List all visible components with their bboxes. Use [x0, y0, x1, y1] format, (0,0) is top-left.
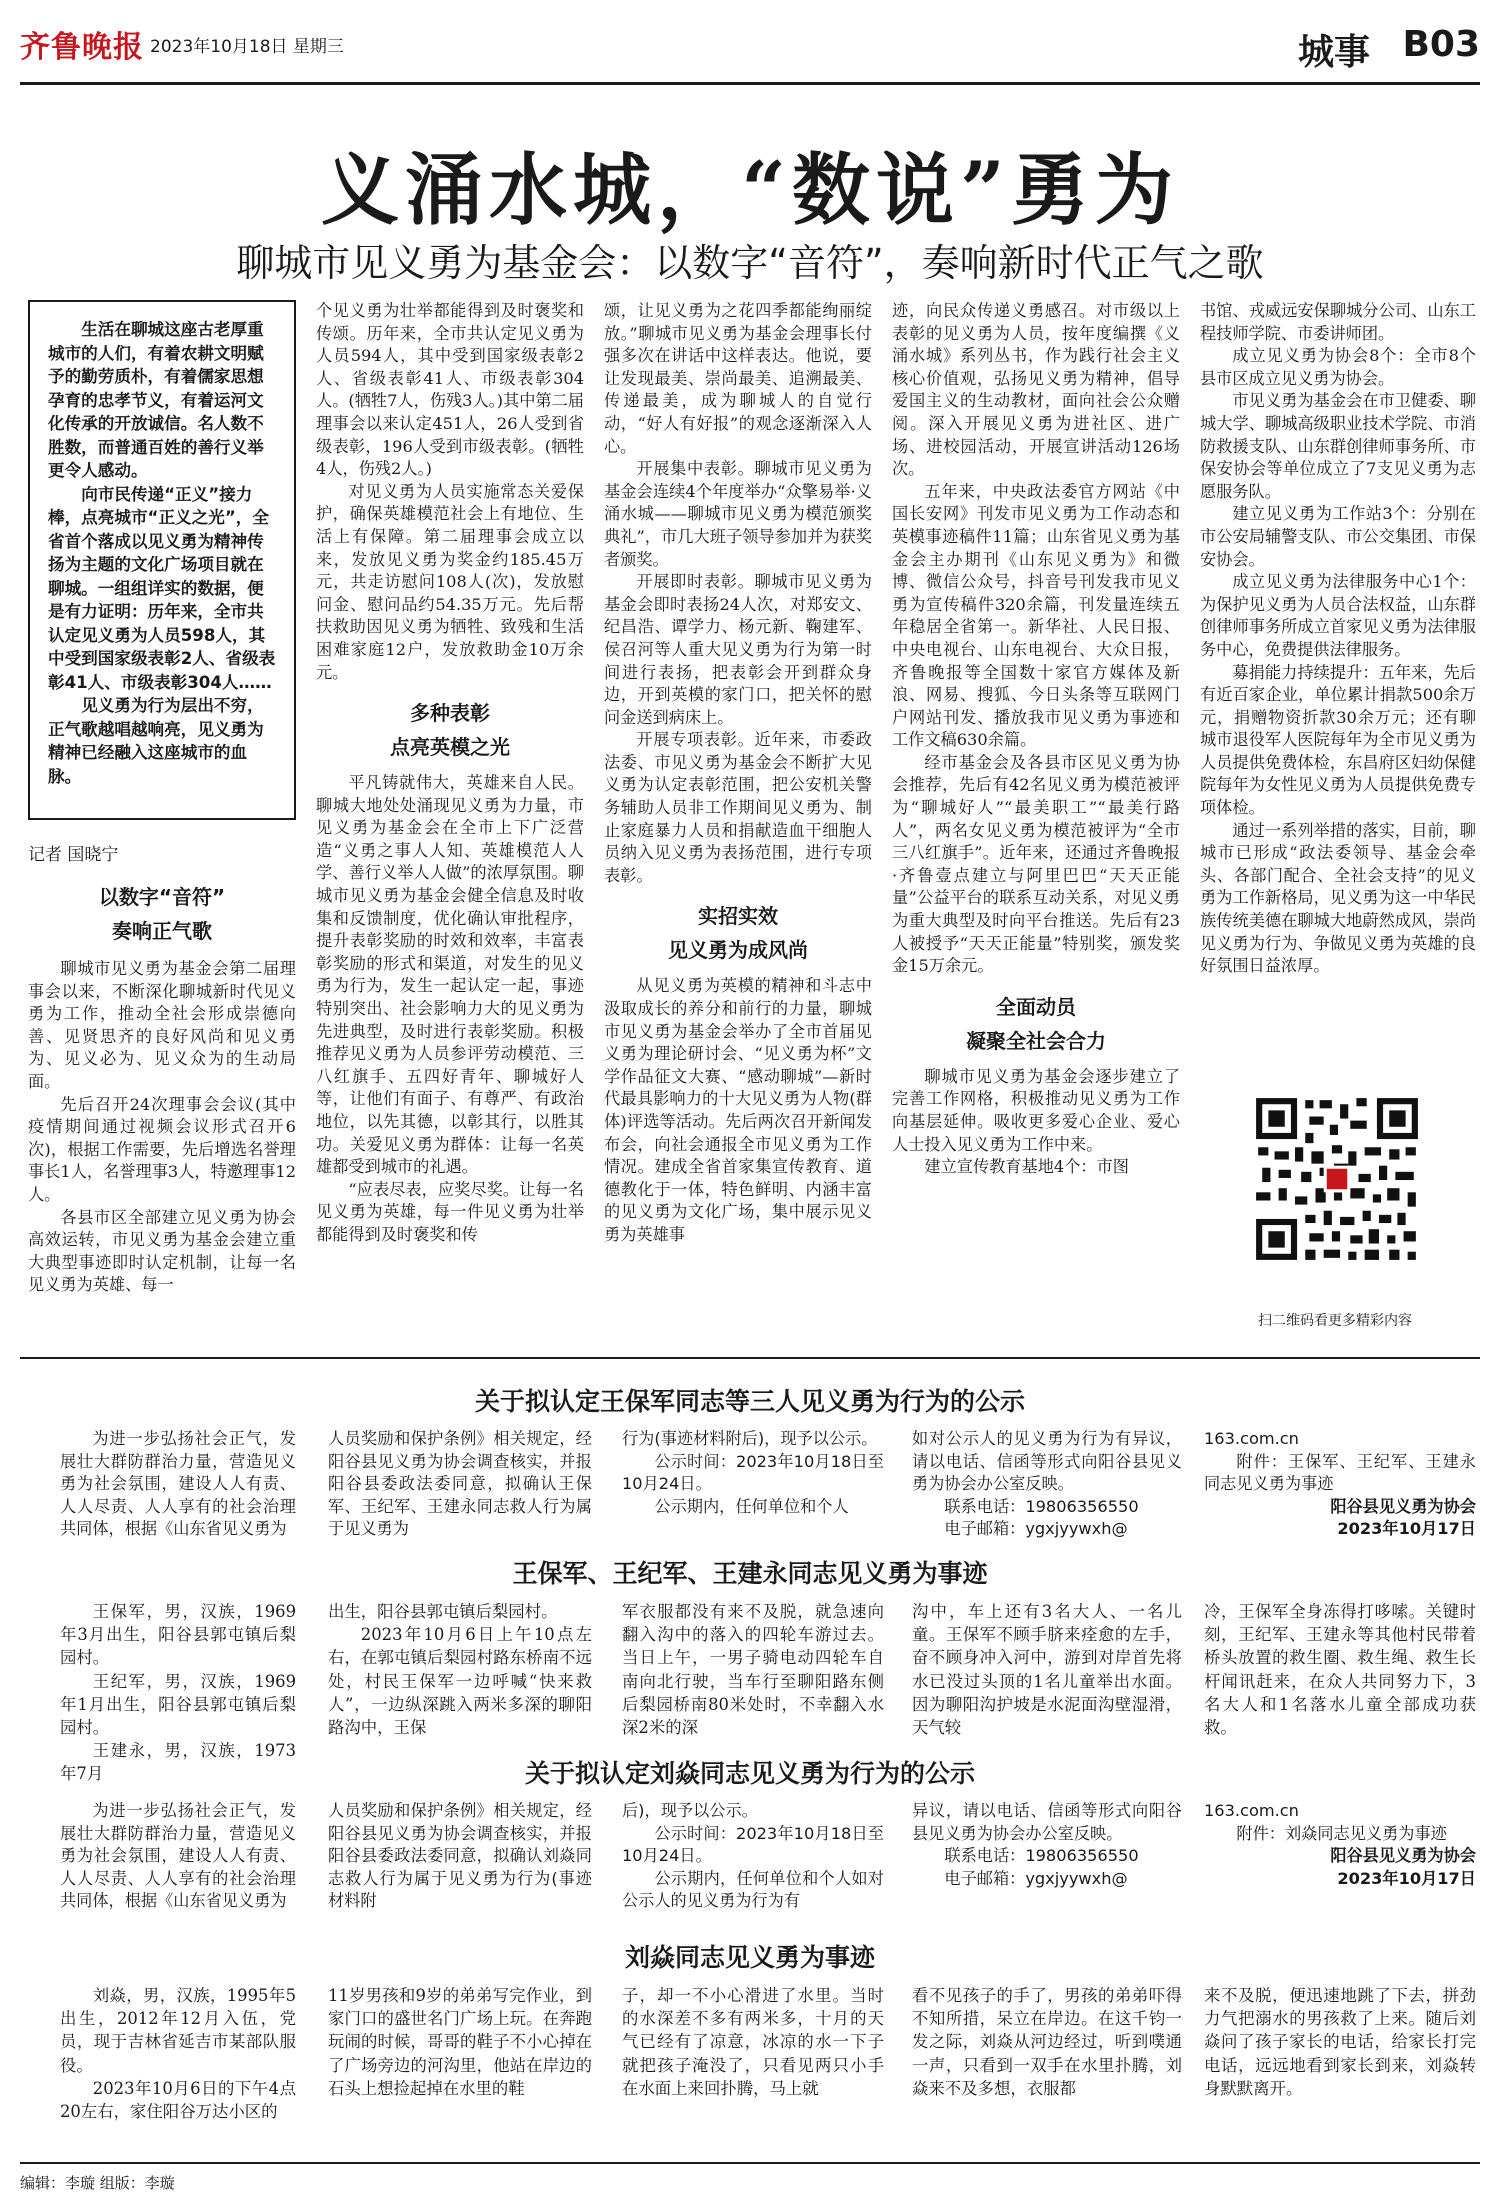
notice-contact-phone: 联系电话：19806356550 — [944, 1846, 1139, 1866]
issue-date: 2023年10月18日 星期三 — [150, 37, 344, 57]
story-text: 刘焱，男，汉族，1995年5出生，2012年12月入伍，党员，现于吉林省延吉市某部队服役。 — [60, 1986, 296, 2075]
notice-contact-email: 电子邮箱：ygxjyywxh@ — [944, 1519, 1128, 1539]
lead-paragraph: 向市民传递“正义”接力棒，点亮城市“正义之光”，全省首个落成以见义勇为精神传扬为主题的文化广场项目就在聊城。一组组详实的数据，便是有力证明：历年来，全市共认定见义勇为人员598人，其中受到国家级表彰2人、省级表彰41人、市级表彰304人…… — [48, 484, 276, 692]
lead-paragraph: 生活在聊城这座古老厚重城市的人们，有着农耕文明赋予的勤劳质朴，有着儒家思想孕育的忠孝节义，有着运河文化传承的开放诚信。名人数不胜数，而普通百姓的善行义举更令人感动。 — [48, 320, 264, 480]
notice-column — [912, 1428, 1182, 1541]
article-column-2 — [316, 300, 584, 1247]
notice-organization: 阳谷县见义勇为协会 — [1330, 1846, 1476, 1866]
article-column-1 — [28, 880, 296, 1297]
story-text: 王保军，男，汉族，1969年3月出生，阳谷县郭屯镇后梨园村。 — [60, 1602, 296, 1668]
story-text: 军衣服都没有来不及脱，就急速向翻入沟中的落入的四轮车游过去。当日上午，一男子骑电动四轮车自南向北行驶，当车行至聊阳路东侧后梨园桥南80米处时，不幸翻入水深2米的深 — [622, 1602, 884, 1738]
notice-text: 后)，现予以公示。 — [622, 1801, 758, 1820]
notice-column — [622, 1428, 884, 1518]
notice-text: 如对公示人的见义勇为行为有异议，请以电话、信函等形式向阳谷县见义勇为协会办公室反映。 — [912, 1429, 1182, 1494]
notice-date: 2023年10月17日 — [1337, 1519, 1476, 1539]
story-column — [912, 1984, 1182, 2100]
notice-text: 163.com.cn — [1204, 1429, 1299, 1448]
story-column — [622, 1984, 884, 2100]
story-text: 2023年10月6日的下午4点20左右，家住阳谷万达小区的 — [60, 2078, 296, 2122]
article-paragraph: 成立见义勇为协会8个：全市8个县市区成立见义勇为协会。 — [1200, 346, 1476, 388]
notice-organization: 阳谷县见义勇为协会 — [1330, 1496, 1476, 1516]
article-paragraph: 建立宣传教育基地4个：市图 — [924, 1157, 1129, 1177]
story-text: 冷，王保军全身冻得打哆嗦。关键时刻，王纪军、王建永等其他村民带着桥头放置的救生圈、救生绳、救生长杆闻讯赶来，在众人共同努力下，3名大人和1名落水儿童全部成功获救。 — [1204, 1602, 1476, 1738]
article-paragraph: 从见义勇为英模的精神和斗志中汲取成长的养分和前行的力量，聊城市见义勇为基金会举办了全市首届见义勇为理论研讨会、“见义勇为杯”文学作品征文大赛、“感动聊城”—新时代最具影响力的十大见义勇为人物(群体)评选等活动。先后两次召开新闻发布会，向社会通报全市见义勇为工作情况。建成全省首家集宣传教育、道德教化于一体，特色鲜明、内涵丰富的见义勇为文化广场，集中展示见义勇为英雄事 — [604, 976, 872, 1244]
story-column — [60, 1984, 296, 2123]
notice-text: 人员奖励和保护条例》相关规定，经阳谷县见义勇为协会调查核实，并报阳谷县委政法委同意，拟确认王保军、王纪军、王建永同志救人行为属于见义勇为 — [328, 1429, 592, 1539]
subsection-title: 多种表彰 点亮英模之光 — [390, 701, 510, 760]
article-paragraph: 开展集中表彰。聊城市见义勇为基金会连续4个年度举办“众擎易举·义涌水城——聊城市见义勇为模范颁奖典礼”，市几大班子领导参加并为获奖者颁奖。 — [604, 459, 872, 569]
masthead-rule — [20, 82, 1480, 85]
story-text: 看不见孩子的手了，男孩的弟弟吓得不知所措，呆立在岸边。在这千钧一发之际，刘焱从河边经过，听到噗通一声，只看到一双手在水里扑腾，刘焱来不及多想，衣服都 — [912, 1986, 1182, 2098]
notice-text: 公示期内，任何单位和个人如对公示人的见义勇为行为有 — [622, 1868, 884, 1911]
notice-column — [60, 1800, 296, 1913]
story-text: 沟中，车上还有3名大人、一名儿童。王保军不顾手脐来痊愈的左手，奋不顾身冲入河中，游到对岸首先将水已没过头顶的1名儿童举出水面。因为聊阳沟护坡是水泥面沟壁湿滑，天气较 — [912, 1602, 1182, 1738]
lead-box — [28, 300, 296, 820]
story-column — [328, 1600, 592, 1739]
story-text: 王纪军，男，汉族，1969年1月出生，阳谷县郭屯镇后梨园村。 — [60, 1671, 296, 1738]
page-headline: 义涌水城，“数说”勇为 — [321, 145, 1179, 236]
story-text: 子，却一不小心滑进了水里。当时的水深差不多有两米多，十月的天气已经有了凉意，冰凉的水一下子就把孩子淹没了，只看见两只小手在水面上来回扑腾，马上就 — [622, 1986, 884, 2098]
article-paragraph: 市见义勇为基金会在市卫健委、聊城大学、聊城高级职业技术学院、市消防救援支队、山东群创律师事务所、市保安协会等单位成立了7支见义勇为志愿服务队。 — [1200, 391, 1476, 501]
notice-title: 关于拟认定王保军同志等三人见义勇为行为的公示 — [474, 1387, 1025, 1416]
article-paragraph: “应表尽表，应奖尽奖。让每一名见义勇为英雄，每一件见义勇为壮举都能得到及时褒奖和传 — [316, 1179, 584, 1244]
section-divider — [20, 1357, 1480, 1359]
notice-text: 163.com.cn — [1204, 1801, 1299, 1820]
page-number: B03 — [1402, 24, 1480, 65]
article-paragraph: 聊城市见义勇为基金会第二届理事会以来，不断深化聊城新时代见义勇为工作，推动全社会形成崇德向善、见贤思齐的良好风尚和见义勇为、见义必为、见义众为的生动局面。 — [28, 959, 296, 1091]
story-column — [1204, 1600, 1476, 1739]
notice-text: 公示时间：2023年10月18日至10月24日。 — [622, 1823, 884, 1866]
article-paragraph: 对见义勇为人员实施常态关爱保护，确保英雄模范社会上有地位、生活上有保障。第二届理事会成立以来，发放见义勇为奖金约185.45万元，共走访慰问108人(次)，发放慰问金、慰问品约54.35万元。先后帮扶救助因见义勇为牺牲、致残和生活困难家庭12户，发放救助金10万余元。 — [316, 481, 584, 682]
article-paragraph: 个见义勇为壮举都能得到及时褒奖和传颂。历年来，全市共认定见义勇为人员594人，其中受到国家级表彰2人、省级表彰41人、市级表彰304人。(牺牲7人，伤残3人。)其中第二届理事会以来认定451人，26人受到省级表彰，196人受到市级表彰。(牺牲4人，伤残2人。) — [316, 301, 584, 479]
notice-column — [328, 1428, 592, 1541]
story-text: 来不及脱，便迅速地跳了下去，拼劲力气把溺水的男孩救了上来。随后刘焱问了孩子家长的电话，给家长打完电话，远远地看到家长到来，刘焱转身默默离开。 — [1204, 1986, 1476, 2098]
newspaper-logo: 齐鲁晚报 — [20, 30, 144, 65]
notice-title: 关于拟认定刘焱同志见义勇为行为的公示 — [524, 1759, 975, 1788]
subsection-title: 全面动员 凝聚全社会合力 — [966, 994, 1106, 1053]
notice-attachment: 附件：王保军、王纪军、王建永同志见义勇为事迹 — [1204, 1451, 1476, 1494]
article-column-5 — [1200, 300, 1476, 978]
article-column-4 — [892, 300, 1180, 1179]
story-column — [328, 1984, 592, 2100]
notice-column — [328, 1800, 592, 1913]
article-paragraph: 开展专项表彰。近年来，市委政法委、市见义勇为基金会不断扩大见义勇为认定表彰范围，把公安机关警务辅助人员非工作期间见义勇为、制止家庭暴力人员和捐献造血干细胞人员纳入见义勇为表扬范围，进行专项表彰。 — [604, 730, 872, 885]
story-column — [622, 1600, 884, 1739]
notice-column — [1204, 1428, 1476, 1541]
article-paragraph: 迹，向民众传递义勇感召。对市级以上表彰的见义勇为人员，按年度编撰《义涌水城》系列丛书，作为践行社会主义核心价值观，弘扬见义勇为精神，倡导爱国主义的生动教材，面向社会公众赠阅。深入开展见义勇为进社区、进广场、进校园活动，开展宣讲活动126场次。 — [892, 301, 1180, 479]
article-column-3 — [604, 300, 872, 1247]
article-paragraph: 建立见义勇为工作站3个：分别在市公安局辅警支队、市公交集团、市保安协会。 — [1200, 504, 1476, 569]
subsection-title: 实招实效 见义勇为成风尚 — [668, 904, 808, 963]
notice-text: 为进一步弘扬社会正气，发展壮大群防群治力量，营造见义勇为社会氛围，建设人人有责、人人尽责、人人享有的社会治理共同体，根据《山东省见义勇为 — [60, 1801, 296, 1911]
notice-column — [622, 1800, 884, 1913]
article-paragraph: 募捐能力持续提升：五年来，先后有近百家企业，单位累计捐款500余万元，捐赠物资折款30余万元；还有聊城市退役军人医院每年为全市见义勇为人员提供免费体检，东昌府区妇幼保健院每年为女性见义勇为人员提供免费专项体检。 — [1200, 662, 1476, 818]
story-text: 出生，阳谷县郭屯镇后梨园村。 — [328, 1602, 558, 1621]
article-paragraph: 通过一系列举措的落实，目前，聊城市已形成“政法委领导、基金会牵头、各部门配合、全社会支持”的见义勇为工作新格局，见义勇为这一中华民族传统美德在聊城大地蔚然成风，崇尚见义勇为行为、争做见义勇为英雄的良好氛围日益浓厚。 — [1200, 820, 1476, 976]
story-text: 2023年10月6日上午10点左右，在郭屯镇后梨园村路东桥南不远处，村民王保军一边呼喊“快来救人”，一边纵深跳入两米多深的聊阳路沟中，王保 — [328, 1625, 592, 1738]
reporter-byline: 记者 国晓宁 — [28, 845, 119, 865]
notice-contact-email: 电子邮箱：ygxjyywxh@ — [944, 1868, 1128, 1888]
article-paragraph: 书馆、戎威远安保聊城分公司、山东工程技师学院、市委讲师团。 — [1200, 301, 1476, 343]
notice-text: 异议，请以电话、信函等形式向阳谷县见义勇为协会办公室反映。 — [912, 1801, 1182, 1843]
notice-text: 公示时间：2023年10月18日至10月24日。 — [622, 1451, 884, 1494]
article-paragraph: 各县市区全部建立见义勇为协会高效运转，市见义勇为基金会建立重大典型事迹即时认定机制，让每一名见义勇为英雄、每一 — [28, 1207, 296, 1295]
story-title: 刘焱同志见义勇为事迹 — [624, 1943, 875, 1972]
notice-contact-phone: 联系电话：19806356550 — [944, 1496, 1139, 1516]
qr-code-icon[interactable] — [1252, 1094, 1422, 1264]
notice-text: 人员奖励和保护条例》相关规定，经阳谷县见义勇为协会调查核实，并报阳谷县委政法委同意，拟确认刘焱同志救人行为属于见义勇为行为(事迹材料附 — [328, 1801, 592, 1911]
story-column — [1204, 1984, 1476, 2100]
notice-column — [1204, 1800, 1476, 1890]
notice-column — [912, 1800, 1182, 1890]
lead-paragraph: 见义勇为行为层出不穷，正气歌越唱越响亮，见义勇为精神已经融入这座城市的血脉。 — [48, 696, 264, 786]
story-text: 11岁男孩和9岁的弟弟写完作业，到家门口的盛世名门广场上玩。在奔跑玩闹的时候，哥哥的鞋子不小心掉在了广场旁边的河沟里，他站在岸边的石头上想捡起掉在水里的鞋 — [328, 1986, 592, 2098]
masthead — [20, 18, 1480, 74]
notice-date: 2023年10月17日 — [1337, 1868, 1476, 1888]
article-paragraph: 经市基金会及各县市区见义勇为协会推荐，先后有42名见义勇为模范被评为“聊城好人”“最美职工”“最美行路人”，两名女见义勇为模范被评为“全市三八红旗手”。近年来，还通过齐鲁晚报·齐鲁壹点建立与阿里巴巴“天天正能量”公益平台的联系互动关系，对见义勇为重大典型及时向平台推送。先后有23人被授予“天天正能量”特别奖，颁发奖金15万余元。 — [892, 752, 1180, 976]
notice-column — [60, 1428, 296, 1541]
qr-caption: 扫二维码看更多精彩内容 — [1258, 1313, 1412, 1329]
article-paragraph: 成立见义勇为法律服务中心1个：为保护见义勇为人员合法权益，山东群创律师事务所成立首家见义勇为法律服务中心，免费提供法律服务。 — [1200, 572, 1476, 659]
story-title: 王保军、王纪军、王建永同志见义勇为事迹 — [512, 1559, 988, 1588]
story-text: 王建永，男，汉族，1973年7月 — [60, 1741, 296, 1784]
article-paragraph: 平凡铸就伟大，英雄来自人民。聊城大地处处涌现见义勇为力量，市见义勇为基金会在全市上下广泛营造“义勇之事人人知、英雄模范人人学、善行义举人人做”的浓厚氛围。聊城市见义勇为基金会健全信息及时收集和反馈制度，优化确认审批程序，提升表彰奖励的时效和效率，丰富表彰奖励的形式和渠道，对发生的见义勇为行为，发生一起认定一起，事迹特别突出、社会影响力大的见义勇为先进典型，及时进行表彰奖励。积极推荐见义勇为人员参评劳动模范、三八红旗手、五四好青年、聊城好人等，让他们有面子、有尊严、有政治地位，以先其德，以彰其行，以胜其功。关爱见义勇为群体：让每一名英雄都受到城市的礼遇。 — [316, 773, 584, 1177]
article-paragraph: 五年来，中央政法委官方网站《中国长安网》刊发市见义勇为工作动态和英模事迹稿件11篇；山东省见义勇为基金会主办期刊《山东见义勇为》和微博、微信公众号，抖音号刊发我市见义勇为宣传稿件320余篇，刊发量连续五年稳居全省第一。新华社、人民日报、中央电视台、山东电视台、大众日报，齐鲁晚报等全国数十家官方媒体及新浪、网易、搜狐、今日头条等互联网门户网站刊发、播放我市见义勇为事迹和工作文稿630余篇。 — [892, 481, 1180, 750]
section-name: 城事 — [1297, 32, 1370, 73]
notice-text: 行为(事迹材料附后)，现予以公示。 — [622, 1429, 878, 1448]
editor-credits: 编辑：李璇 组版：李璇 — [20, 2162, 1480, 2193]
notice-attachment: 附件：刘焱同志见义勇为事迹 — [1236, 1823, 1447, 1843]
article-paragraph: 开展即时表彰。聊城市见义勇为基金会即时表扬24人次，对郑安文、纪昌浩、谭学力、杨元新、鞠建军、侯召河等人重大见义勇为行为第一时间进行表扬，把表彰会开到群众身边，开到英模的家门口，把关怀的慰问金送到病床上。 — [604, 572, 872, 727]
article-paragraph: 先后召开24次理事会会议(其中疫情期间通过视频会议形式召开6次)，根据工作需要，先后增选名誉理事长1人，名誉理事3人，特邀理事12人。 — [28, 1094, 296, 1204]
page-subheadline: 聊城市见义勇为基金会：以数字“音符”，奏响新时代正气之歌 — [236, 241, 1264, 285]
notice-text: 为进一步弘扬社会正气，发展壮大群防群治力量，营造见义勇为社会氛围，建设人人有责、人人尽责、人人享有的社会治理共同体，根据《山东省见义勇为 — [60, 1429, 296, 1539]
article-paragraph: 颂，让见义勇为之花四季都能绚丽绽放。”聊城市见义勇为基金会理事长付强多次在讲话中这样表达。他说，要让发现最美、崇尚最美、追溯最美、传递最美，成为聊城人的自觉行动，“好人有好报”的观念逐渐深入人心。 — [604, 301, 872, 456]
subsection-title: 以数字“音符” 奏响正气歌 — [98, 885, 226, 943]
story-column — [912, 1600, 1182, 1739]
notice-text: 公示期内，任何单位和个人 — [654, 1496, 849, 1516]
article-paragraph: 聊城市见义勇为基金会逐步建立了完善工作网格，积极推动见义勇为工作向基层延伸。吸收更多爱心企业、爱心人士投入见义勇为工作中来。 — [892, 1066, 1180, 1154]
